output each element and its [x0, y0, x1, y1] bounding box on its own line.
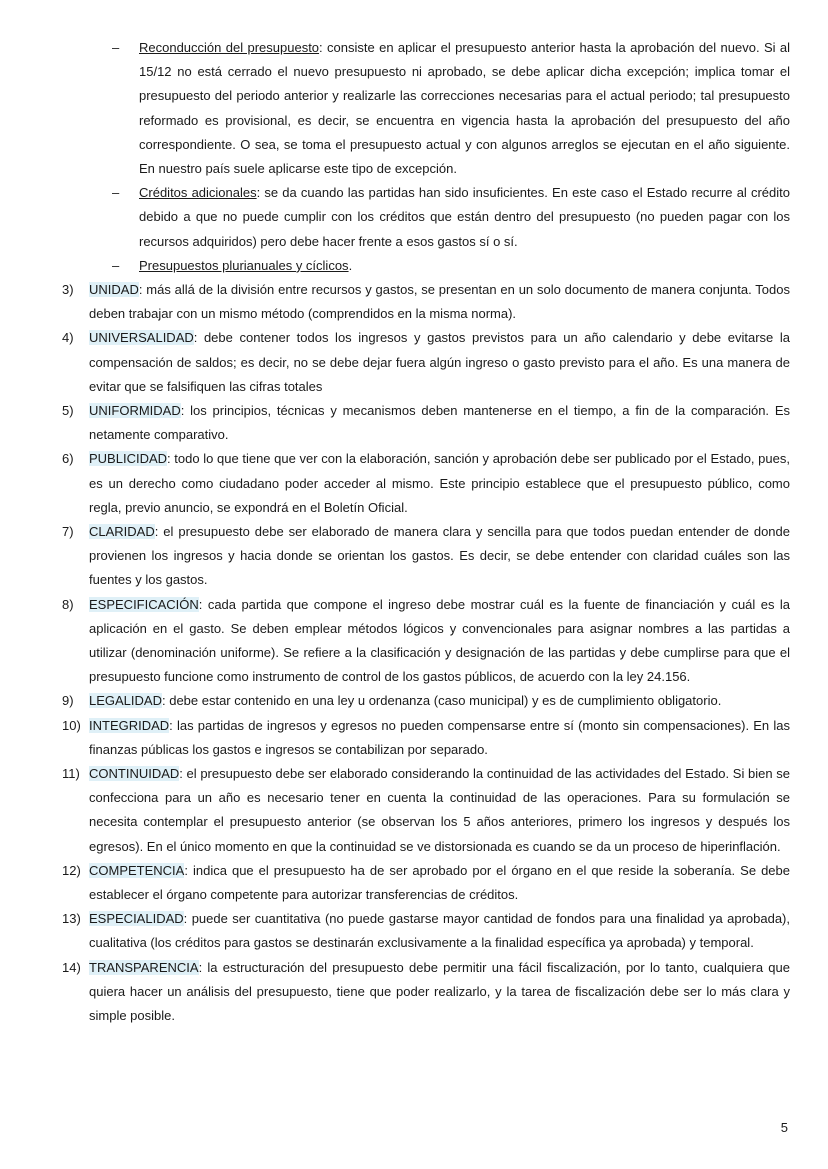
- principle-term: UNIVERSALIDAD: [89, 330, 194, 346]
- term-underlined: Créditos adicionales: [139, 185, 257, 201]
- principle-term: INTEGRIDAD: [89, 717, 170, 733]
- item-text: : las partidas de ingresos y egresos no pueden compensarse entre sí (monto sin compensaciones). En las finanzas públicas los gastos e ingresos se contabilizan por separado.: [89, 717, 790, 757]
- principle-term: TRANSPARENCIA: [89, 959, 199, 975]
- list-item: [62, 447, 790, 520]
- list-item: [112, 181, 790, 254]
- list-item: [62, 520, 790, 593]
- principle-term: COMPETENCIA: [89, 862, 185, 878]
- list-item: [62, 326, 790, 399]
- item-number: 12): [62, 862, 81, 878]
- item-number: 4): [62, 330, 74, 346]
- dash-marker: –: [112, 40, 120, 55]
- item-number: 11): [62, 766, 80, 782]
- principle-term: LEGALIDAD: [89, 693, 162, 709]
- item-text: : el presupuesto debe ser elaborado considerando la continuidad de las actividades del Estado. Si bien se confecciona para un año es necesario tener en cuenta la continuidad de las operaciones. Para su formulación se necesita contemplar el presupuesto anterior (se observan los 5 años anteriores, primero los ingresos y después los egresos). En el único momento en que la continuidad se ve distorsionada es cuando se da un proceso de hiperinflación.: [89, 766, 790, 854]
- item-number: 13): [62, 911, 81, 927]
- principle-term: PUBLICIDAD: [89, 451, 168, 467]
- principle-term: CONTINUIDAD: [89, 766, 180, 782]
- principle-term: UNIFORMIDAD: [89, 403, 181, 419]
- item-text: : debe contener todos los ingresos y gastos previstos para un año calendario y debe evitarse la compensación de saldos; es decir, no se debe dejar fuera algún ingreso o gasto previsto para el año. Es una manera de evitar que se falsifiquen las cifras totales: [89, 330, 790, 394]
- item-text: .: [348, 257, 353, 273]
- term-underlined: Presupuestos plurianuales y cíclicos: [139, 257, 349, 273]
- principle-term: ESPECIALIDAD: [89, 911, 184, 927]
- list-item: [112, 36, 790, 181]
- list-item: [62, 714, 790, 762]
- principle-term: CLARIDAD: [89, 524, 155, 540]
- term-underlined: Reconducción del presupuesto: [139, 40, 320, 55]
- item-text: : la estructuración del presupuesto debe permitir una fácil fiscalización, por lo tanto, cualquiera que quiera hacer un análisis del presupuesto, tiene que poder realizarlo, y la tarea de fiscalización debe ser lo más clara y simple posible.: [89, 959, 790, 1024]
- item-text: : cada partida que compone el ingreso debe mostrar cuál es la fuente de financiación y cuál es la aplicación en el gasto. Se deben emplear métodos lógicos y convencionales para asignar nombres a las partidas a utilizar (denominación uniforme). Se refiere a la clasificación y designación de las partidas y debe cumplirse para que el presupuesto funcione como instrumento de control de los gastos públicos, de acuerdo con la ley 24.156.: [89, 596, 790, 685]
- list-item: [62, 762, 790, 859]
- item-text: : los principios, técnicas y mecanismos deben mantenerse en el tiempo, a fin de la comparación. Es netamente comparativo.: [89, 403, 790, 443]
- budget-principles-list: [62, 278, 790, 1028]
- list-item: [62, 593, 790, 690]
- item-number: 3): [62, 282, 74, 297]
- principle-term: UNIDAD: [89, 282, 139, 297]
- item-number: 7): [62, 524, 74, 540]
- item-text: : todo lo que tiene que ver con la elaboración, sanción y aprobación debe ser publicado por el Estado, pues, es un derecho como ciudadano poder acceder al mismo. Este principio establece que el presupuesto público, como regla, previo anuncio, se expondrá en el Boletín Oficial.: [89, 451, 790, 515]
- list-item: [62, 689, 790, 713]
- dash-marker: –: [112, 185, 120, 201]
- list-item: [62, 399, 790, 447]
- item-text: : debe estar contenido en una ley u ordenanza (caso municipal) y es de cumplimiento obligatorio.: [161, 693, 722, 709]
- item-number: 5): [62, 403, 74, 419]
- item-number: 8): [62, 596, 74, 612]
- item-number: 9): [62, 693, 74, 709]
- list-item: [62, 859, 790, 907]
- page-number: 5: [780, 1120, 788, 1135]
- budget-exceptions-list: [112, 36, 790, 278]
- item-number: 10): [62, 717, 81, 733]
- item-text: : puede ser cuantitativa (no puede gastarse mayor cantidad de fondos para una finalidad ya aprobada), cualitativa (los créditos para gastos se destinarán exclusivamente a la finalidad específica ya aprobada) y temporal.: [89, 911, 790, 951]
- list-item: [62, 907, 790, 955]
- item-text: : indica que el presupuesto ha de ser aprobado por el órgano en el que reside la soberanía. Se debe establecer el órgano competente para autorizar transferencias de créditos.: [89, 862, 790, 903]
- list-item: [112, 254, 790, 278]
- list-item: [62, 278, 790, 326]
- item-text: : se da cuando las partidas han sido insuficientes. En este caso el Estado recurre al crédito debido a que no puede cumplir con los créditos que están dentro del presupuesto (no pueden pagar con los recursos adquiridos) pero debe hacer frente a esos gastos sí o sí.: [139, 185, 790, 249]
- item-number: 14): [62, 959, 81, 975]
- item-text: : el presupuesto debe ser elaborado de manera clara y sencilla para que todos puedan entender de donde provienen los ingresos y hacia donde se orientan los gastos. Es decir, se debe entender con claridad cuáles son las fuentes y los gastos.: [89, 524, 790, 588]
- item-number: 6): [62, 451, 74, 467]
- dash-marker: –: [112, 257, 120, 273]
- item-text: : más allá de la división entre recursos y gastos, se presentan en un solo documento de manera conjunta. Todos deben trabajar con un mismo método (comprendidos en la misma norma).: [89, 282, 790, 322]
- principle-term: ESPECIFICACIÓN: [89, 596, 199, 612]
- list-item: [62, 956, 790, 1029]
- item-text: : consiste en aplicar el presupuesto anterior hasta la aprobación del nuevo. Si al 15/12 no está cerrado el nuevo presupuesto ni aprobado, se debe aplicar dicha excepción; implica tomar el presupuesto del periodo anterior y realizarle las correcciones necesarias para el actual periodo; tal presupuesto reformado es provisional, es decir, se encuentra en vigencia hasta la aprobación del presupuesto del año correspondiente. O sea, se toma el presupuesto actual y con algunos arreglos se ejecutan en el año siguiente. En nuestro país suele aplicarse este tipo de excepción.: [139, 40, 791, 177]
